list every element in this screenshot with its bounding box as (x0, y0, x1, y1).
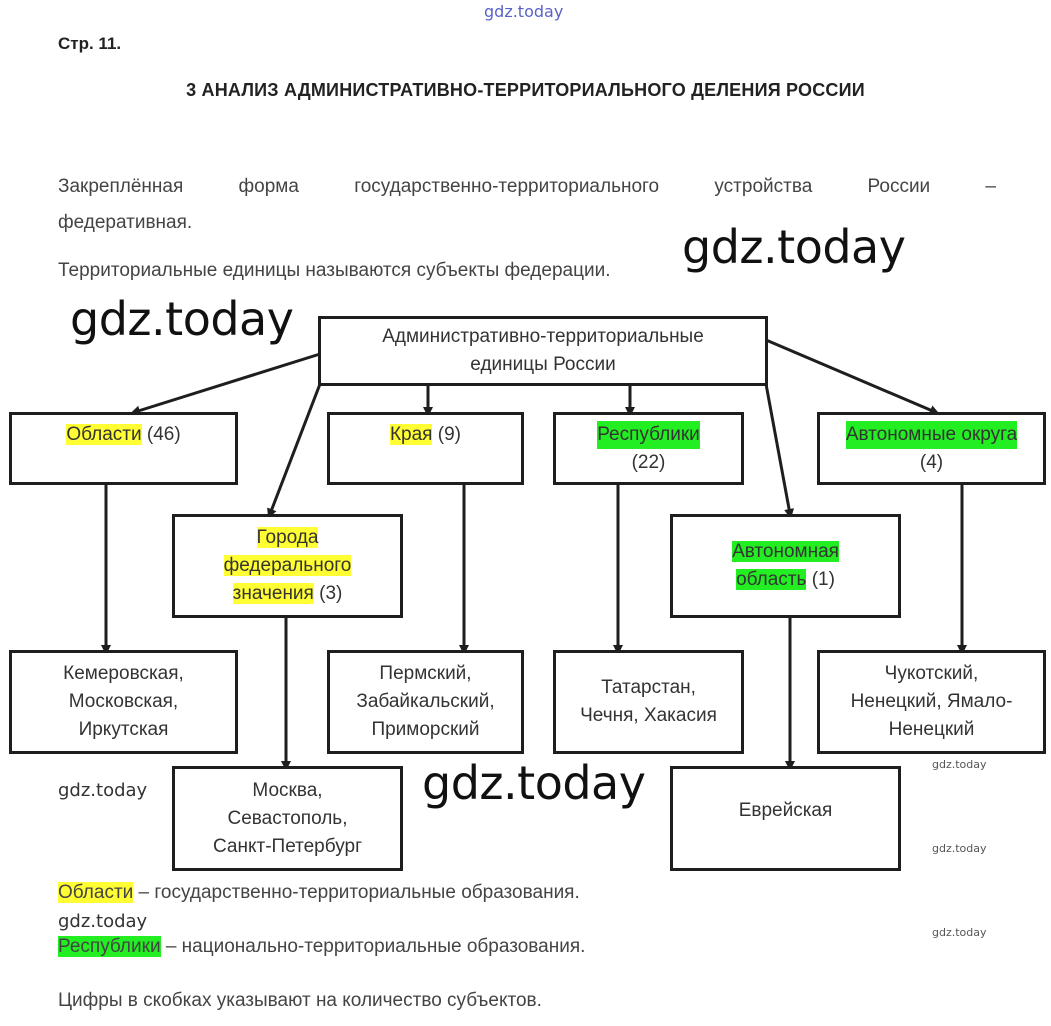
list-item: Санкт-Петербург (212, 835, 362, 857)
legend-oblasti-word: Области (58, 882, 134, 903)
list-item: Кемеровская, (63, 663, 184, 684)
intro-line-3: Территориальные единицы называются субъекты федерации. (58, 260, 611, 281)
box-avt-oblast (670, 514, 901, 618)
avt-okruga-label: Автономные округа (846, 421, 1017, 449)
list-item: Чечня, Хакасия (580, 705, 717, 726)
list-item: Москва, (252, 779, 323, 801)
legend-respubliki-text: – национально-территориальные образования. (160, 936, 586, 957)
oblasti-label: Области (66, 424, 142, 445)
goroda-line-1: Города (256, 527, 319, 548)
box-oblasti-examples (9, 650, 238, 754)
legend-oblasti-text: – государственно-территориальные образования. (133, 882, 580, 903)
list-item: Еврейская (738, 800, 833, 821)
avt-oblast-line-1: Автономная (732, 541, 839, 562)
oblasti-count: (46) (146, 424, 181, 445)
legend-oblasti (58, 876, 580, 910)
box-kraya (327, 412, 524, 485)
legend-note: Цифры в скобках указывают на количество субъектов. (58, 990, 542, 1011)
avt-oblast-line-2: область (736, 569, 807, 590)
intro-line-1: Закреплённая форма государственно-территориального устройства России – (58, 176, 996, 197)
goroda-count: (3) (319, 583, 343, 604)
box-respubliki-examples (553, 650, 744, 754)
list-item: Иркутская (78, 719, 169, 740)
watermark-mid-2: gdz.today (58, 911, 148, 932)
box-avt-okruga (817, 412, 1046, 485)
root-box (318, 316, 768, 386)
box-respubliki (553, 412, 744, 485)
list-item: Ненецкий, Ямало- (850, 691, 1013, 712)
watermark-top: gdz.today (484, 2, 564, 21)
avt-oblast-count: (1) (811, 569, 835, 590)
box-goroda (172, 514, 403, 618)
box-kraya-examples (327, 650, 524, 754)
page-number: Стр. 11. (58, 34, 122, 53)
arrow-to-okruga (766, 340, 935, 412)
legend-respubliki-word: Республики (58, 936, 161, 957)
avt-okruga-count: (4) (919, 452, 944, 473)
goroda-line-3: значения (232, 583, 314, 604)
watermark-small-1: gdz.today (932, 758, 987, 771)
intro-line-2: федеративная. (58, 212, 193, 233)
root-line-1: Административно-территориальные (382, 326, 704, 347)
kraya-count: (9) (437, 424, 461, 445)
list-item: Приморский (371, 719, 480, 740)
arrow-to-avt-oblast (766, 384, 790, 514)
box-avt-oblast-example (670, 766, 901, 871)
watermark-big-1: gdz.today (682, 220, 906, 274)
watermark-big-3: gdz.today (422, 756, 646, 810)
list-item: Ненецкий (888, 719, 975, 740)
respubliki-count: (22) (631, 452, 666, 473)
page-title: 3 АНАЛИЗ АДМИНИСТРАТИВНО-ТЕРРИТОРИАЛЬНОГО ДЕЛЕНИЯ РОССИИ (186, 80, 865, 100)
arrow-to-goroda (270, 384, 320, 514)
watermark-small-2: gdz.today (932, 842, 987, 855)
box-okruga-examples (817, 650, 1046, 754)
root-line-2: единицы России (470, 354, 616, 375)
list-item: Пермский, (379, 663, 472, 684)
respubliki-label: Республики (597, 421, 700, 449)
watermark-big-2: gdz.today (70, 292, 294, 346)
arrow-to-oblasti (135, 354, 320, 412)
watermark-mid-1: gdz.today (58, 780, 148, 801)
kraya-label: Края (389, 424, 433, 445)
list-item: Чукотский, (884, 663, 979, 684)
goroda-line-2: федерального (223, 555, 352, 576)
box-goroda-examples (172, 766, 403, 871)
list-item: Севастополь, (227, 807, 348, 829)
list-item: Московская, (68, 691, 179, 712)
box-oblasti (9, 412, 238, 485)
list-item: Татарстан, (601, 677, 696, 698)
list-item: Забайкальский, (356, 691, 495, 712)
watermark-small-3: gdz.today (932, 926, 987, 939)
legend-respubliki (58, 930, 585, 964)
